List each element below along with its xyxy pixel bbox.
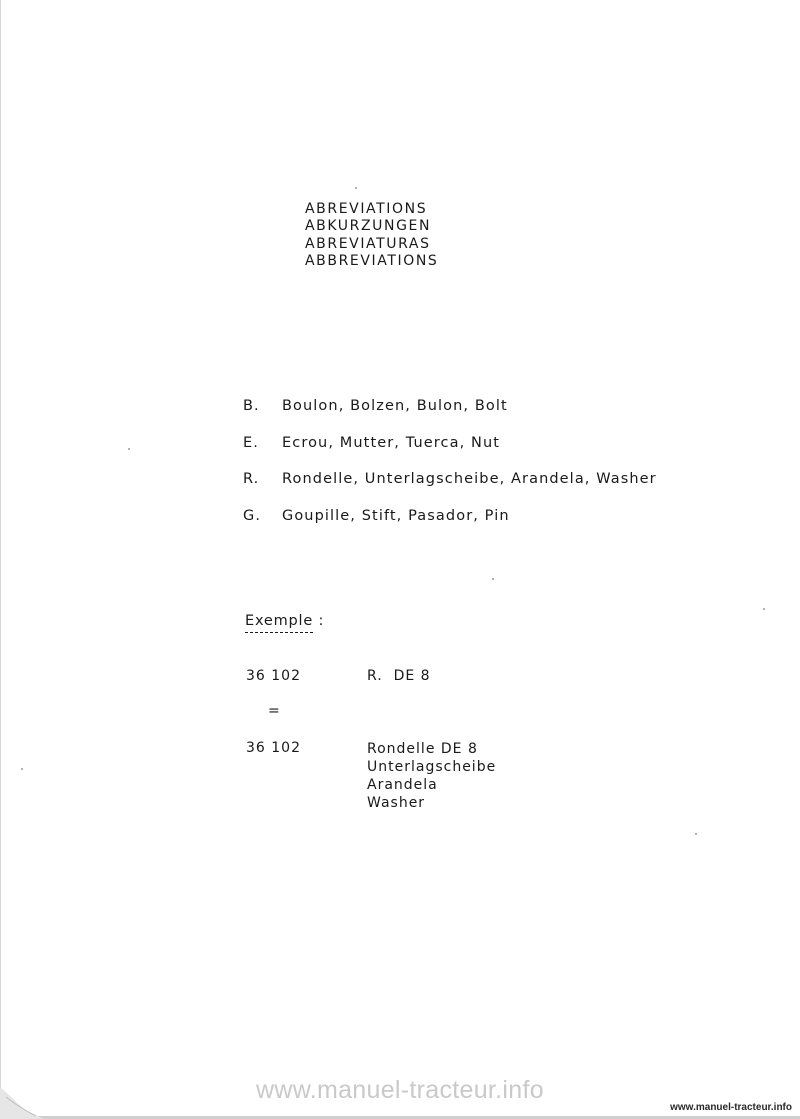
example-title-colon: : <box>318 613 325 629</box>
heading-line-fr: ABREVIATIONS <box>305 201 428 217</box>
abbreviation-definition: Boulon, Bolzen, Bulon, Bolt <box>282 398 508 414</box>
footer-url: www.manuel-tracteur.info <box>670 1102 792 1113</box>
watermark: www.manuel-tracteur.info <box>256 1076 544 1104</box>
abbreviation-key: R. <box>243 471 260 487</box>
example-part-code-full: 36 102 <box>246 740 301 756</box>
heading-line-es: ABREVIATURAS <box>305 235 431 252</box>
scan-speck <box>128 448 130 450</box>
heading-line-en: ABBREVIATIONS <box>305 252 439 269</box>
scan-speck <box>695 833 697 835</box>
example-title-text: Exemple <box>245 613 313 633</box>
example-equals-sign: = <box>268 703 281 719</box>
example-expansion-en: Washer <box>367 795 426 811</box>
scan-speck <box>355 187 357 189</box>
abbreviation-definition: Ecrou, Mutter, Tuerca, Nut <box>282 434 501 451</box>
scan-speck <box>492 578 494 580</box>
abbreviation-definition: Rondelle, Unterlagscheibe, Arandela, Washer <box>282 471 657 487</box>
example-part-code-short: 36 102 <box>246 668 301 684</box>
example-expansion <box>367 740 496 812</box>
heading-line-de: ABKURZUNGEN <box>305 218 432 235</box>
example-abbreviation-short: R. DE 8 <box>367 668 431 684</box>
scan-speck <box>21 768 23 770</box>
abbreviation-definition: Goupille, Stift, Pasador, Pin <box>282 507 510 524</box>
example-expansion-de: Unterlagscheibe <box>367 759 497 775</box>
example-expansion-fr: Rondelle DE 8 <box>367 741 478 757</box>
scan-speck <box>763 608 765 610</box>
example-expansion-es: Arandela <box>367 777 438 793</box>
abbreviation-key: B. <box>243 398 260 414</box>
abbreviation-key: G. <box>243 507 262 524</box>
example-title <box>245 613 324 629</box>
heading-block <box>305 201 438 270</box>
abbreviation-key: E. <box>243 434 259 451</box>
